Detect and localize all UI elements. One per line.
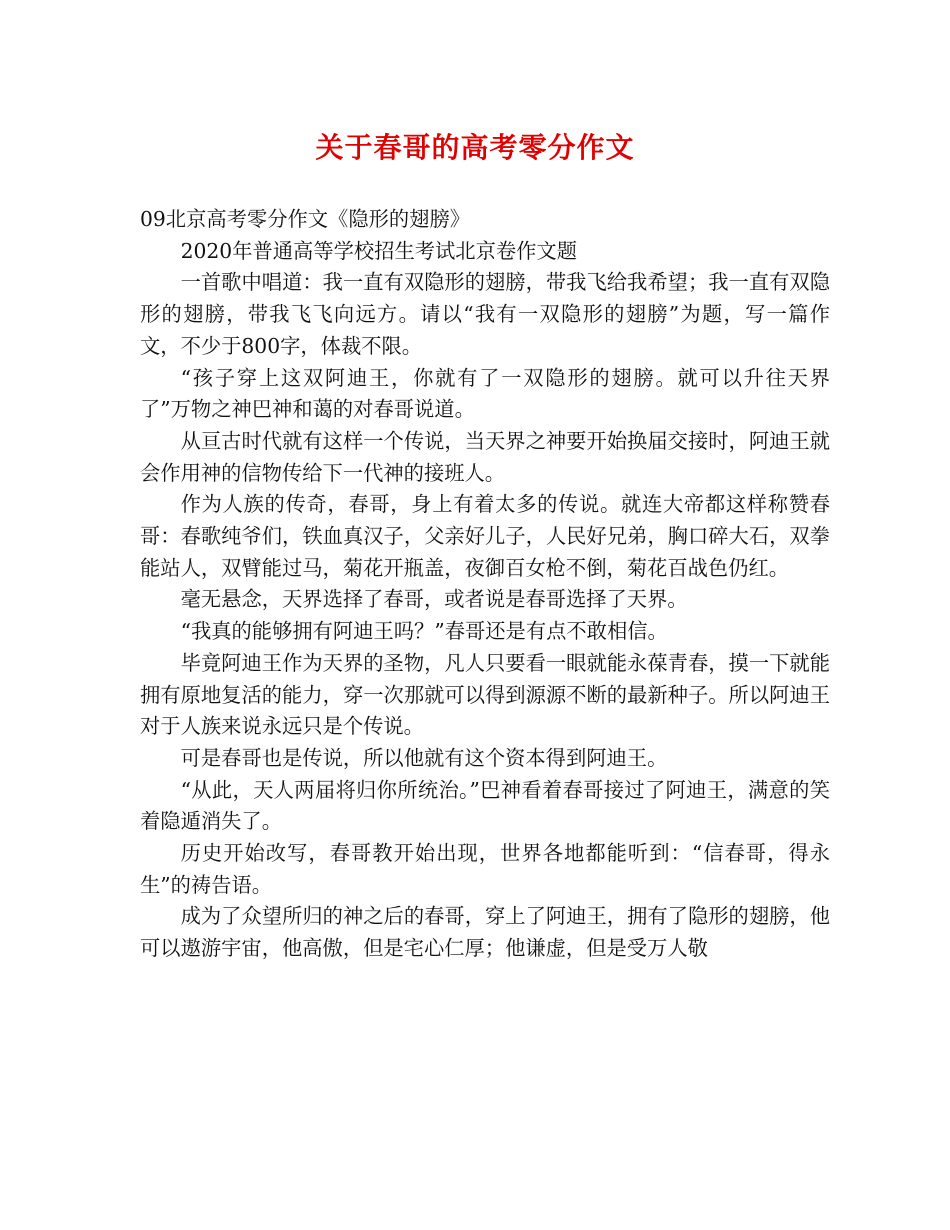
paragraph-9: 可是春哥也是传说，所以他就有这个资本得到阿迪王。 xyxy=(180,745,668,770)
subtitle-line: 09北京高考零分作文《隐形的翅膀》 xyxy=(140,207,471,231)
paragraph-1: 2020年普通高等学校招生考试北京卷作文题 xyxy=(180,238,577,263)
paragraph-11: 历史开始改写，春哥教开始出现，世界各地都能听到：“信春哥，得永生”的祷告语。 xyxy=(140,841,830,897)
paragraph-12: 成为了众望所归的神之后的春哥，穿上了阿迪王，拥有了隐形的翅膀，他可以遨游宇宙，他高傲，但是宅心仁厚；他谦虚，但是受万人敬 xyxy=(140,904,830,961)
paragraph-4: 从亘古时代就有这样一个传说，当天界之神要开始换届交接时，阿迪王就会作用神的信物传给下一代神的接班人。 xyxy=(140,428,830,485)
paragraph-3: “孩子穿上这双阿迪王，你就有了一双隐形的翅膀。就可以升往天界了”万物之神巴神和蔼的对春哥说道。 xyxy=(140,365,830,422)
paragraph-7: “我真的能够拥有阿迪王吗？”春哥还是有点不敢相信。 xyxy=(180,619,668,644)
document-body xyxy=(140,204,830,965)
paragraph-6: 毫无悬念，天界选择了春哥，或者说是春哥选择了天界。 xyxy=(180,587,688,612)
document-title: 关于春哥的高考零分作文 xyxy=(315,131,635,164)
paragraph-2: 一首歌中唱道：我一直有双隐形的翅膀，带我飞给我希望；我一直有双隐形的翅膀，带我飞飞向远方。请以“我有一双隐形的翅膀”为题，写一篇作文，不少于800字，体裁不限。 xyxy=(140,270,830,358)
paragraph-10: “从此，天人两届将归你所统治。”巴神看着春哥接过了阿迪王，满意的笑着隐遁消失了。 xyxy=(140,777,830,834)
paragraph-8: 毕竟阿迪王作为天界的圣物，凡人只要看一眼就能永葆青春，摸一下就能拥有原地复活的能力，穿一次那就可以得到源源不断的最新种子。所以阿迪王对于人族来说永远只是个传说。 xyxy=(140,650,830,739)
paragraph-5: 作为人族的传奇，春哥，身上有着太多的传说。就连大帝都这样称赞春哥：春歌纯爷们，铁血真汉子，父亲好儿子，人民好兄弟，胸口碎大石，双拳能站人，双臂能过马，菊花开瓶盖，夜御百女枪不倒，菊花百战色仍红。 xyxy=(140,492,830,580)
